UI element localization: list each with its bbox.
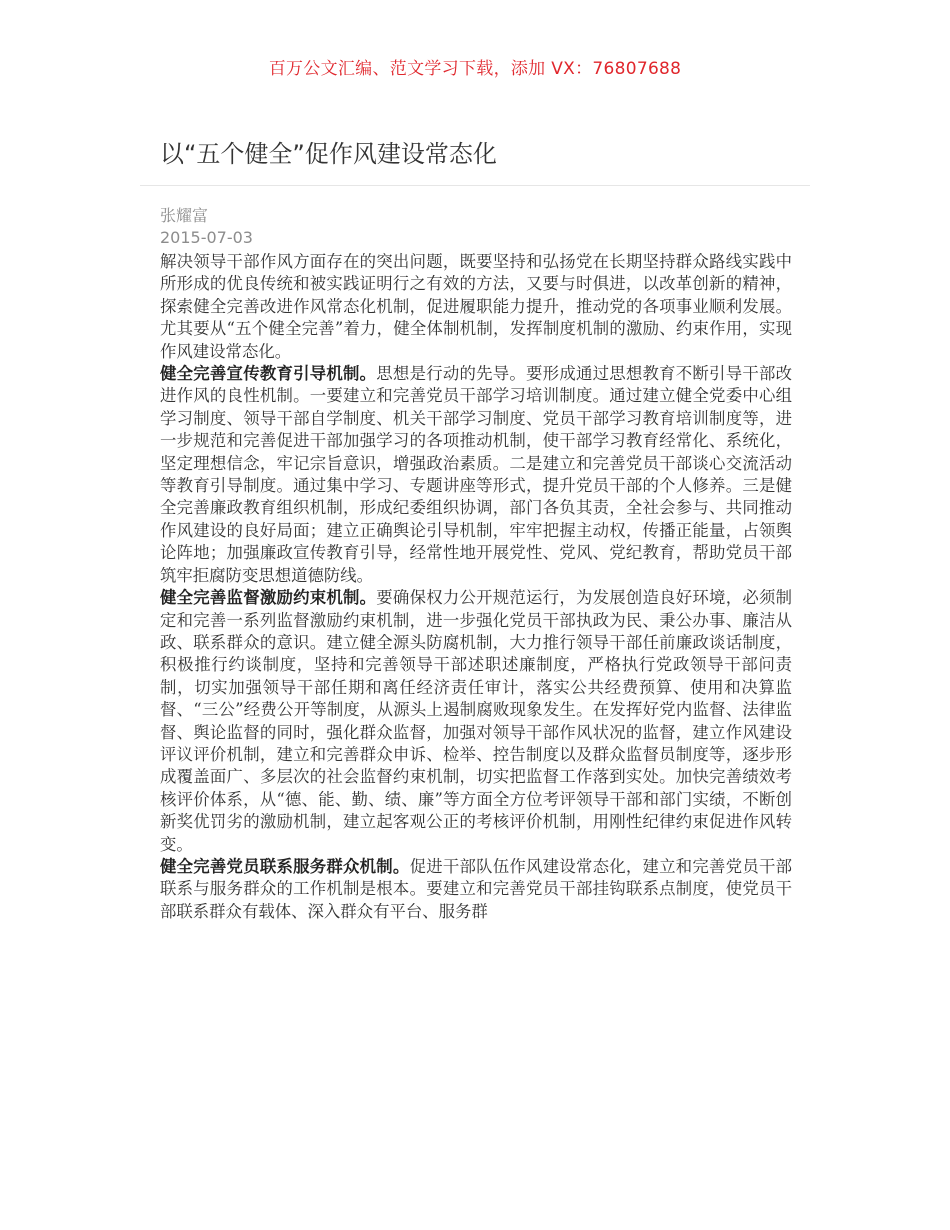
article-body: [160, 251, 792, 923]
article-date: 2015-07-03: [160, 228, 253, 247]
intro-paragraph: 解决领导干部作风方面存在的突出问题，既要坚持和弘扬党在长期坚持群众路线实践中所形成的优良传统和被实践证明行之有效的方法，又要与时俱进，以改革创新的精神，探索健全完善改进作风常态化机制，促进履职能力提升，推动党的各项事业顺利发展。尤其要从“五个健全完善”着力，健全体制机制，发挥制度机制的激励、约束作用，实现作风建设常态化。: [160, 252, 792, 361]
promo-banner: 百万公文汇编、范文学习下载，添加 VX：76807688: [268, 59, 682, 79]
section-heading-3: 健全完善党员联系服务群众机制。: [160, 856, 410, 876]
section-heading-2: 健全完善监督激励约束机制。: [160, 588, 377, 608]
article-title: 以“五个健全”促作风建设常态化: [160, 140, 497, 168]
title-divider: [140, 185, 810, 186]
section-text-1: 思想是行动的先导。要形成通过思想教育不断引导干部改进作风的良性机制。一要建立和完善党员干部学习培训制度。通过建立健全党委中心组学习制度、领导干部自学制度、机关干部学习制度、党员干部学习教育培训制度等，进一步规范和完善促进干部加强学习的各项推动机制，使干部学习教育经常化、系统化，坚定理想信念，牢记宗旨意识，增强政治素质。二是建立和完善党员干部谈心交流活动等教育引导制度。通过集中学习、专题讲座等形式，提升党员干部的个人修养。三是健全完善廉政教育组织机制，形成纪委组织协调，部门各负其责，全社会参与、共同推动作风建设的良好局面；建立正确舆论引导机制，牢牢把握主动权，传播正能量，占领舆论阵地；加强廉政宣传教育引导，经常性地开展党性、党风、党纪教育，帮助党员干部筑牢拒腐防变思想道德防线。: [160, 364, 793, 585]
section-heading-1: 健全完善宣传教育引导机制。: [160, 364, 377, 384]
section-paragraph-2: [160, 587, 792, 856]
section-paragraph-1: [160, 363, 792, 587]
section-text-2: 要确保权力公开规范运行，为发展创造良好环境，必须制定和完善一系列监督激励约束机制，进一步强化党员干部执政为民、秉公办事、廉洁从政、联系群众的意识。建立健全源头防腐机制，大力推行领导干部任前廉政谈话制度，积极推行约谈制度，坚持和完善领导干部述职述廉制度，严格执行党政领导干部问责制，切实加强领导干部任期和离任经济责任审计，落实公共经费预算、使用和决算监督、“三公”经费公开等制度，从源头上遏制腐败现象发生。在发挥好党内监督、法律监督、舆论监督的同时，强化群众监督，加强对领导干部作风状况的监督，建立作风建设评议评价机制，建立和完善群众申诉、检举、控告制度以及群众监督员制度等，逐步形成覆盖面广、多层次的社会监督约束机制，切实把监督工作落到实处。加快完善绩效考核评价体系，从“德、能、勤、绩、廉”等方面全方位考评领导干部和部门实绩，不断创新奖优罚劣的激励机制，建立起客观公正的考核评价机制，用刚性纪律约束促进作风转变。: [160, 588, 793, 854]
article-author: 张耀富: [160, 206, 209, 225]
section-paragraph-3: [160, 856, 792, 923]
section-text-3: 促进干部队伍作风建设常态化，建立和完善党员干部联系与服务群众的工作机制是根本。要建立和完善党员干部挂钩联系点制度，使党员干部联系群众有载体、深入群众有平台、服务群: [160, 856, 793, 921]
